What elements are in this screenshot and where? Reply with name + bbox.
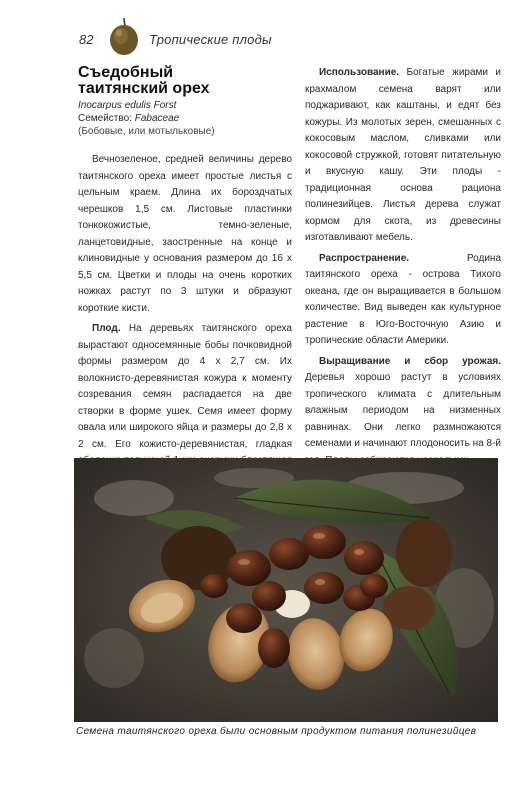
latin-name: Inocarpus edulis Forst [78, 100, 177, 111]
nuts-photo [74, 458, 498, 722]
spread-heading: Распространение. [319, 252, 410, 264]
right-column [305, 65, 501, 473]
usage-paragraph [305, 65, 501, 247]
growing-text: Деревья хорошо растут в условиях тропического климата с длительным влажным периодом на низменных равнинах. Они легко размножаются семенами и начинают плодоносить на 8-й [305, 372, 501, 449]
page-header [69, 14, 469, 58]
family-label: Семейство: [78, 113, 132, 124]
spread-paragraph [305, 251, 501, 350]
title-line-1: Съедобный [78, 64, 174, 81]
family-line [78, 112, 288, 125]
intro-paragraph: Вечнозеленое, средней величины дерево таитянского ореха имеет простые листья с цельным краем. Длина их бороздчатых черешков 1,5 см. Листовые пластинки тонкокожистые, темно-зеленые, ланцетовидные, заостренные на конце и клиновидные у основания размером до 16 х 5,5 см. Цветки и плоды на очень коротких ножках растут по 3 штуки и образуют короткие кисти. [78, 154, 292, 314]
spread-text: Родина таитянского ореха - острова Тихого океана, где он выращивается в большом количестве. Вид выведен как культурное растение в Юго-Восточную Азию и тропические области Америки. [305, 252, 501, 346]
entry-title [78, 65, 288, 97]
photo-caption: Семена таитянского ореха были основным продуктом питания полинезийцев [76, 726, 477, 737]
growing-paragraph [305, 354, 501, 470]
page-number: 82 [79, 32, 94, 47]
fruit-text: На деревьях таитянского ореха вырастают односемянные бобы почковидной формы размером до 4 х 2,7 см. Их волокнисто-деревянистая кожура к моменту созревания семян распадается на две створки в форме ушек. Семя имеет форму овала или широкого яйца и размеры до 2,8 х 2 см. Его кожисто-деревянистая, гладкая [78, 323, 292, 450]
section-title: Тропические плоды [149, 32, 272, 47]
family-name: Fabaceae [134, 113, 180, 124]
usage-heading: Использование. [319, 67, 400, 78]
family-alt: (Бобовые, или мотыльковые) [78, 126, 215, 137]
fruit-icon [107, 14, 141, 56]
usage-text: Богатые жирами и крахмалом семена варят или поджаривают, как каштаны, и едят без кожуры. Из молотых зерен, смешанных с кокосовым маслом, сливками или кокосовой стружкой, готовят питательную и вкусную кашу. Эти плоды - традиционная основа рациона полинезийцев. Листья дерева служат кормом для скота, из древесины изготавливают мебель. [305, 67, 502, 243]
title-line-2: таитянский орех [78, 80, 210, 97]
growing-heading: Выращивание и сбор урожая. [319, 355, 501, 367]
entry-heading [78, 65, 288, 138]
fruit-heading: Плод. [92, 323, 121, 334]
